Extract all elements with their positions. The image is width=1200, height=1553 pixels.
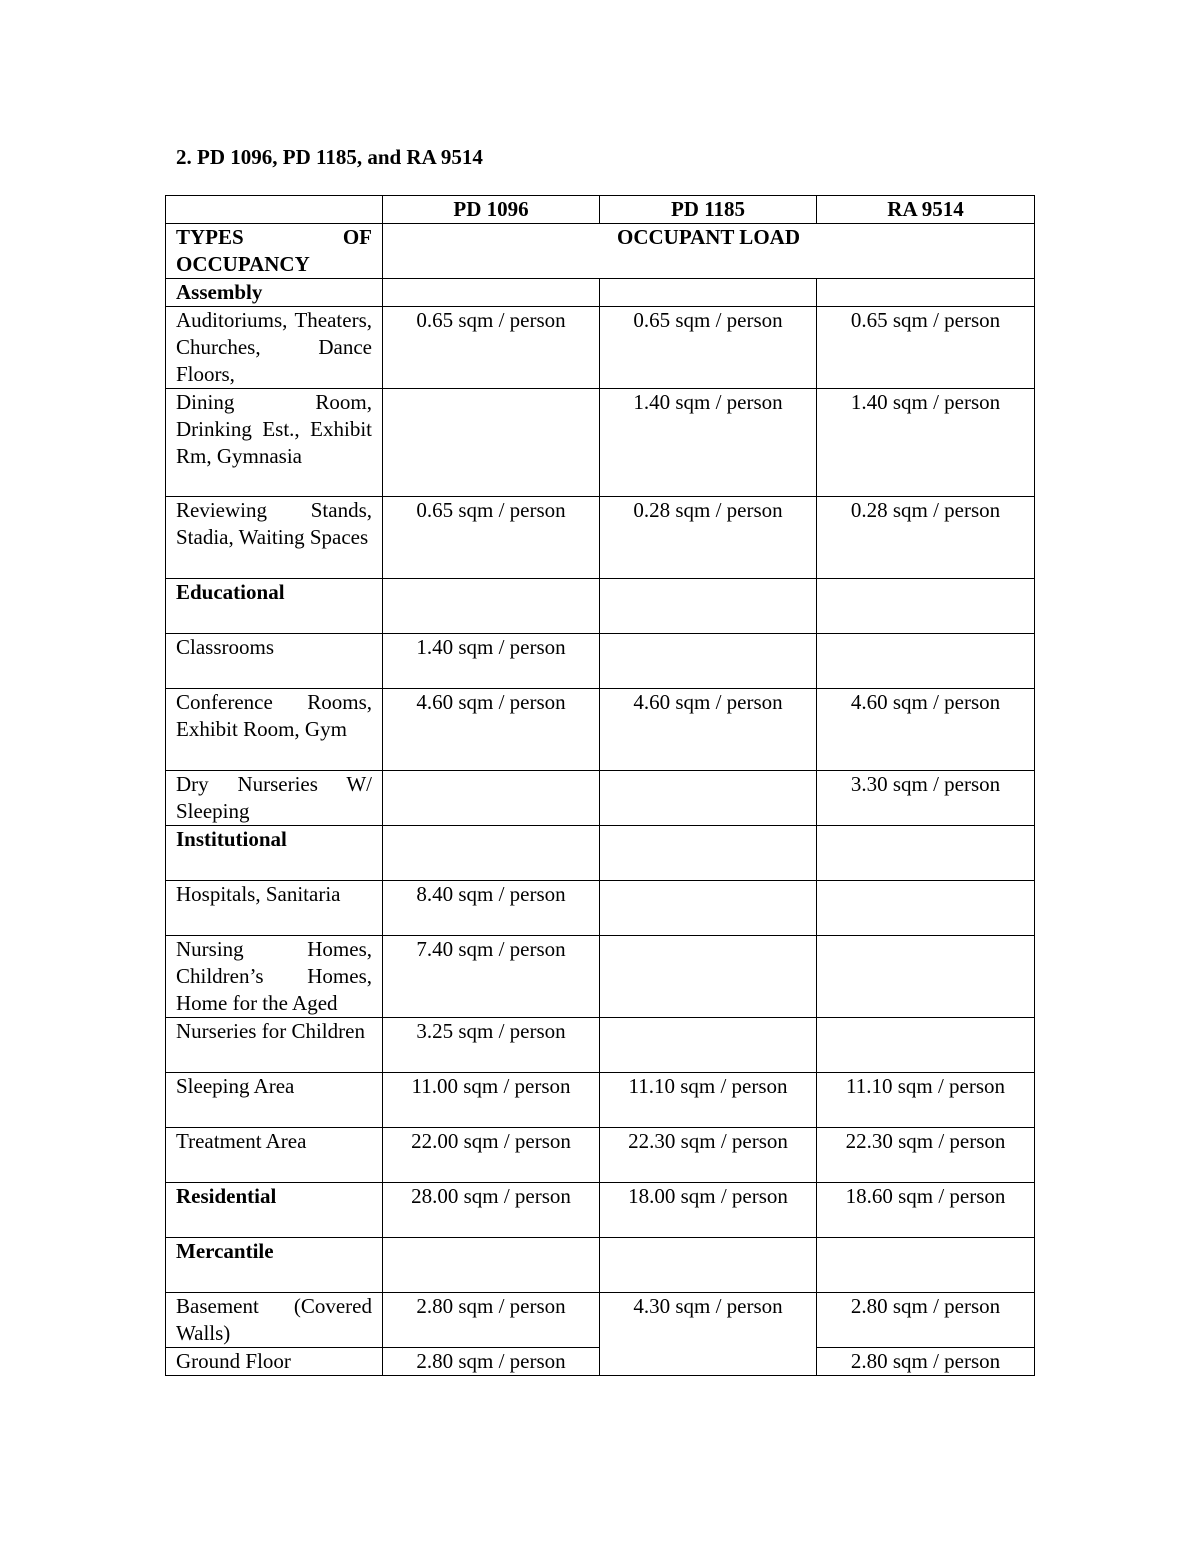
row-label: Reviewing Stands, Stadia, Waiting Spaces [166,497,383,579]
cell-pd1185 [600,881,817,936]
cell-ra9514: 2.80 sqm / person [817,1293,1035,1348]
cell-pd1096: 0.65 sqm / person [383,497,600,579]
row-label: Assembly [166,279,383,307]
cell-pd1185 [600,579,817,634]
cell-ra9514 [817,1238,1035,1293]
cell-ra9514 [817,936,1035,1018]
cell-pd1096 [383,279,600,307]
cell-ra9514: 0.65 sqm / person [817,307,1035,389]
occupant-load-header: OCCUPANT LOAD [383,224,1035,279]
cell-ra9514: 18.60 sqm / person [817,1183,1035,1238]
cell-pd1096: 22.00 sqm / person [383,1128,600,1183]
row-label: Treatment Area [166,1128,383,1183]
cell-pd1096: 2.80 sqm / person [383,1348,600,1376]
cell-ra9514 [817,634,1035,689]
column-header-ra9514: RA 9514 [817,196,1035,224]
cell-pd1185 [600,1018,817,1073]
cell-pd1096: 0.65 sqm / person [383,307,600,389]
row-label: Sleeping Area [166,1073,383,1128]
cell-pd1185-merged: 4.30 sqm / person [600,1293,817,1376]
cell-pd1096: 3.25 sqm / person [383,1018,600,1073]
cell-pd1096: 8.40 sqm / person [383,881,600,936]
table-row [166,579,1035,634]
row-label: Institutional [166,826,383,881]
cell-pd1185: 0.28 sqm / person [600,497,817,579]
table-row [166,1293,1035,1348]
cell-pd1096: 7.40 sqm / person [383,936,600,1018]
row-label: Nurseries for Children [166,1018,383,1073]
cell-ra9514: 0.28 sqm / person [817,497,1035,579]
row-label: Hospitals, Sanitaria [166,881,383,936]
table-row [166,497,1035,579]
cell-ra9514: 3.30 sqm / person [817,771,1035,826]
row-label: Basement (Covered Walls) [166,1293,383,1348]
cell-pd1185 [600,634,817,689]
cell-ra9514: 1.40 sqm / person [817,389,1035,497]
cell-pd1096: 11.00 sqm / person [383,1073,600,1128]
column-header-pd1096: PD 1096 [383,196,600,224]
table-row [166,389,1035,497]
section-heading: 2. PD 1096, PD 1185, and RA 9514 [176,145,483,169]
cell-pd1096: 2.80 sqm / person [383,1293,600,1348]
cell-pd1185: 0.65 sqm / person [600,307,817,389]
cell-pd1096: 1.40 sqm / person [383,634,600,689]
cell-ra9514 [817,279,1035,307]
table-row [166,307,1035,389]
cell-ra9514: 22.30 sqm / person [817,1128,1035,1183]
cell-ra9514: 11.10 sqm / person [817,1073,1035,1128]
table-row [166,689,1035,771]
row-label: Ground Floor [166,1348,383,1376]
table-row [166,279,1035,307]
row-label: Nursing Homes, Children’s Homes, Home for the Aged [166,936,383,1018]
cell-pd1185: 22.30 sqm / person [600,1128,817,1183]
cell-pd1096 [383,826,600,881]
table-row [166,1183,1035,1238]
table-header-row [166,196,1035,224]
table-row [166,1238,1035,1293]
table-row [166,1073,1035,1128]
row-label: Mercantile [166,1238,383,1293]
cell-ra9514 [817,881,1035,936]
cell-pd1185 [600,771,817,826]
table-row [166,771,1035,826]
cell-pd1096: 4.60 sqm / person [383,689,600,771]
cell-pd1185 [600,279,817,307]
table-row [166,826,1035,881]
row-label: Conference Rooms, Exhibit Room, Gym [166,689,383,771]
types-of-occupancy-header: TYPES OF OCCUPANCY [166,224,383,279]
cell-pd1096: 28.00 sqm / person [383,1183,600,1238]
cell-pd1096 [383,389,600,497]
table-row [166,1018,1035,1073]
occupant-load-table [165,195,1035,1376]
cell-pd1185 [600,936,817,1018]
cell-pd1185: 18.00 sqm / person [600,1183,817,1238]
cell-pd1185: 4.60 sqm / person [600,689,817,771]
row-label: Auditoriums, Theaters, Churches, Dance Floors, [166,307,383,389]
cell-pd1096 [383,1238,600,1293]
cell-ra9514: 2.80 sqm / person [817,1348,1035,1376]
empty-header-cell [166,196,383,224]
cell-pd1185: 11.10 sqm / person [600,1073,817,1128]
table-row [166,936,1035,1018]
cell-ra9514 [817,1018,1035,1073]
row-label: Dining Room, Drinking Est., Exhibit Rm, Gymnasia [166,389,383,497]
cell-pd1185: 1.40 sqm / person [600,389,817,497]
cell-pd1185 [600,1238,817,1293]
cell-ra9514 [817,826,1035,881]
cell-pd1096 [383,771,600,826]
table-row [166,1128,1035,1183]
table-row [166,634,1035,689]
column-header-pd1185: PD 1185 [600,196,817,224]
cell-ra9514 [817,579,1035,634]
table-subheader-row [166,224,1035,279]
cell-pd1185 [600,826,817,881]
row-label: Residential [166,1183,383,1238]
table-row [166,881,1035,936]
cell-pd1096 [383,579,600,634]
row-label: Dry Nurseries W/ Sleeping [166,771,383,826]
row-label: Educational [166,579,383,634]
row-label: Classrooms [166,634,383,689]
cell-ra9514: 4.60 sqm / person [817,689,1035,771]
